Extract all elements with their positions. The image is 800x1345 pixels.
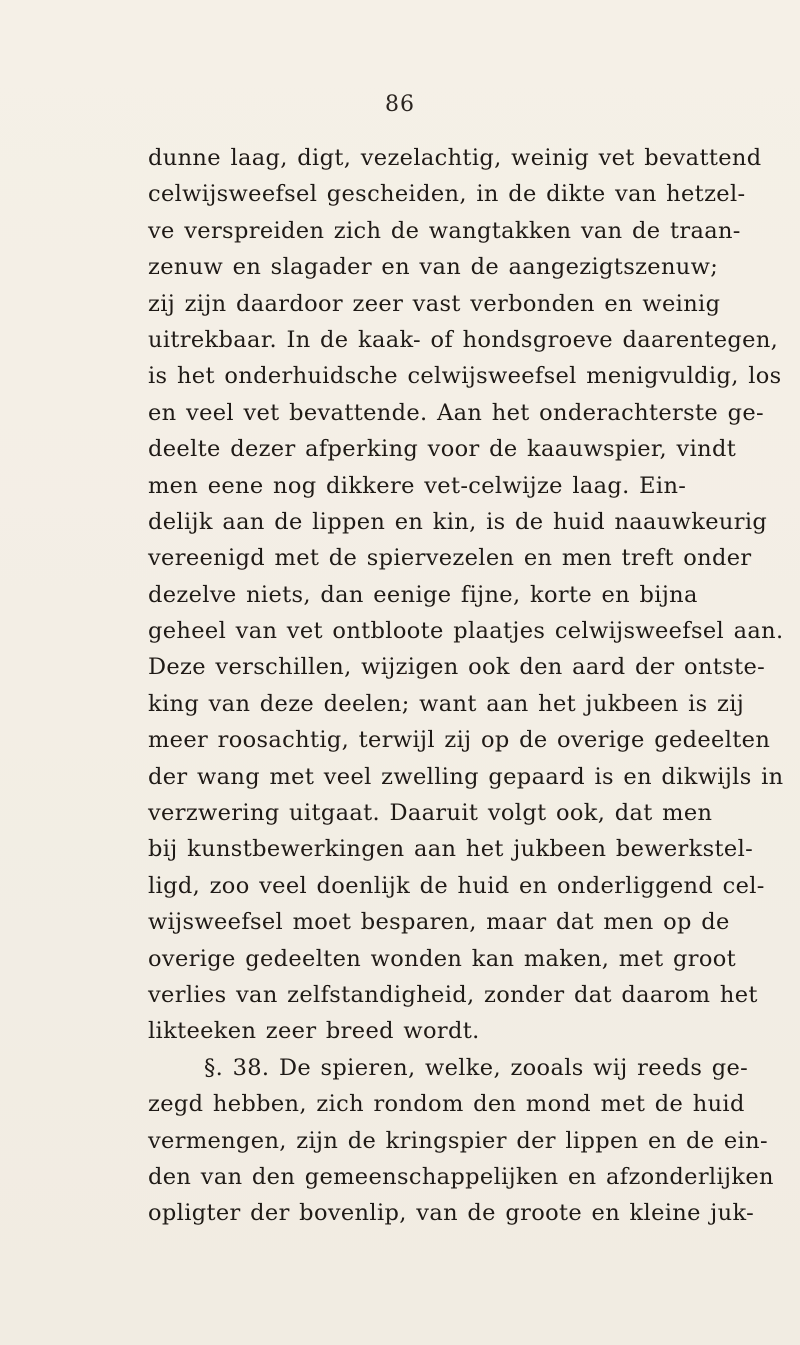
text-line: zij zijn daardoor zeer vast verbonden en weinig <box>148 290 721 317</box>
text-line: vermengen, zijn de kringspier der lippen en de ein- <box>148 1127 768 1154</box>
body-text <box>148 140 788 1232</box>
text-line: is het onderhuidsche celwijsweefsel menigvuldig, los <box>148 363 782 390</box>
text-line: celwijsweefsel gescheiden, in de dikte van hetzel- <box>148 181 746 208</box>
text-line: en veel vet bevattende. Aan het onderachterste ge- <box>148 399 764 426</box>
text-line: meer roosachtig, terwijl zij op de overige gedeelten <box>148 727 771 754</box>
text-line: verzwering uitgaat. Daaruit volgt ook, dat men <box>148 800 713 827</box>
text-line: delijk aan de lippen en kin, is de huid naauwkeurig <box>148 508 768 535</box>
text-line: vereenigd met de spiervezelen en men treft onder <box>148 545 752 572</box>
text-line: ligd, zoo veel doenlijk de huid en onderliggend cel- <box>148 872 765 899</box>
text-line: zenuw en slagader en van de aangezigtszenuw; <box>148 254 719 281</box>
section-heading-line: §. 38. De spieren, welke, zooals wij reeds ge- <box>204 1054 749 1081</box>
text-line: deelte dezer afperking voor de kaauwspier, vindt <box>148 436 737 463</box>
text-line: bij kunstbewerkingen aan het jukbeen bewerkstel- <box>148 836 754 863</box>
text-line: king van deze deelen; want aan het jukbeen is zij <box>148 690 745 717</box>
text-line: uitrekbaar. In de kaak- of hondsgroeve daarentegen, <box>148 326 779 353</box>
text-line: Deze verschillen, wijzigen ook den aard der ontste- <box>148 654 766 681</box>
text-line: verlies van zelfstandigheid, zonder dat daarom het <box>148 981 758 1008</box>
text-line: ve verspreiden zich de wangtakken van de traan- <box>148 217 741 244</box>
text-line: likteeken zeer breed wordt. <box>148 1018 480 1045</box>
text-line: geheel van vet ontbloote plaatjes celwijsweefsel aan. <box>148 618 784 645</box>
text-line: der wang met veel zwelling gepaard is en dikwijls in <box>148 763 784 790</box>
text-line: overige gedeelten wonden kan maken, met groot <box>148 945 737 972</box>
text-line: zegd hebben, zich rondom den mond met de huid <box>148 1091 745 1118</box>
text-line: wijsweefsel moet besparen, maar dat men op de <box>148 909 730 936</box>
text-line: dezelve niets, dan eenige fijne, korte en bijna <box>148 581 698 608</box>
page-number: 86 <box>385 92 415 117</box>
text-line: dunne laag, digt, vezelachtig, weinig vet bevattend <box>148 145 762 171</box>
text-line: den van den gemeenschappelijken en afzonderlijken <box>148 1163 774 1190</box>
text-line: opligter der bovenlip, van de groote en kleine juk- <box>148 1200 755 1227</box>
text-line: men eene nog dikkere vet-celwijze laag. Ein- <box>148 472 687 499</box>
